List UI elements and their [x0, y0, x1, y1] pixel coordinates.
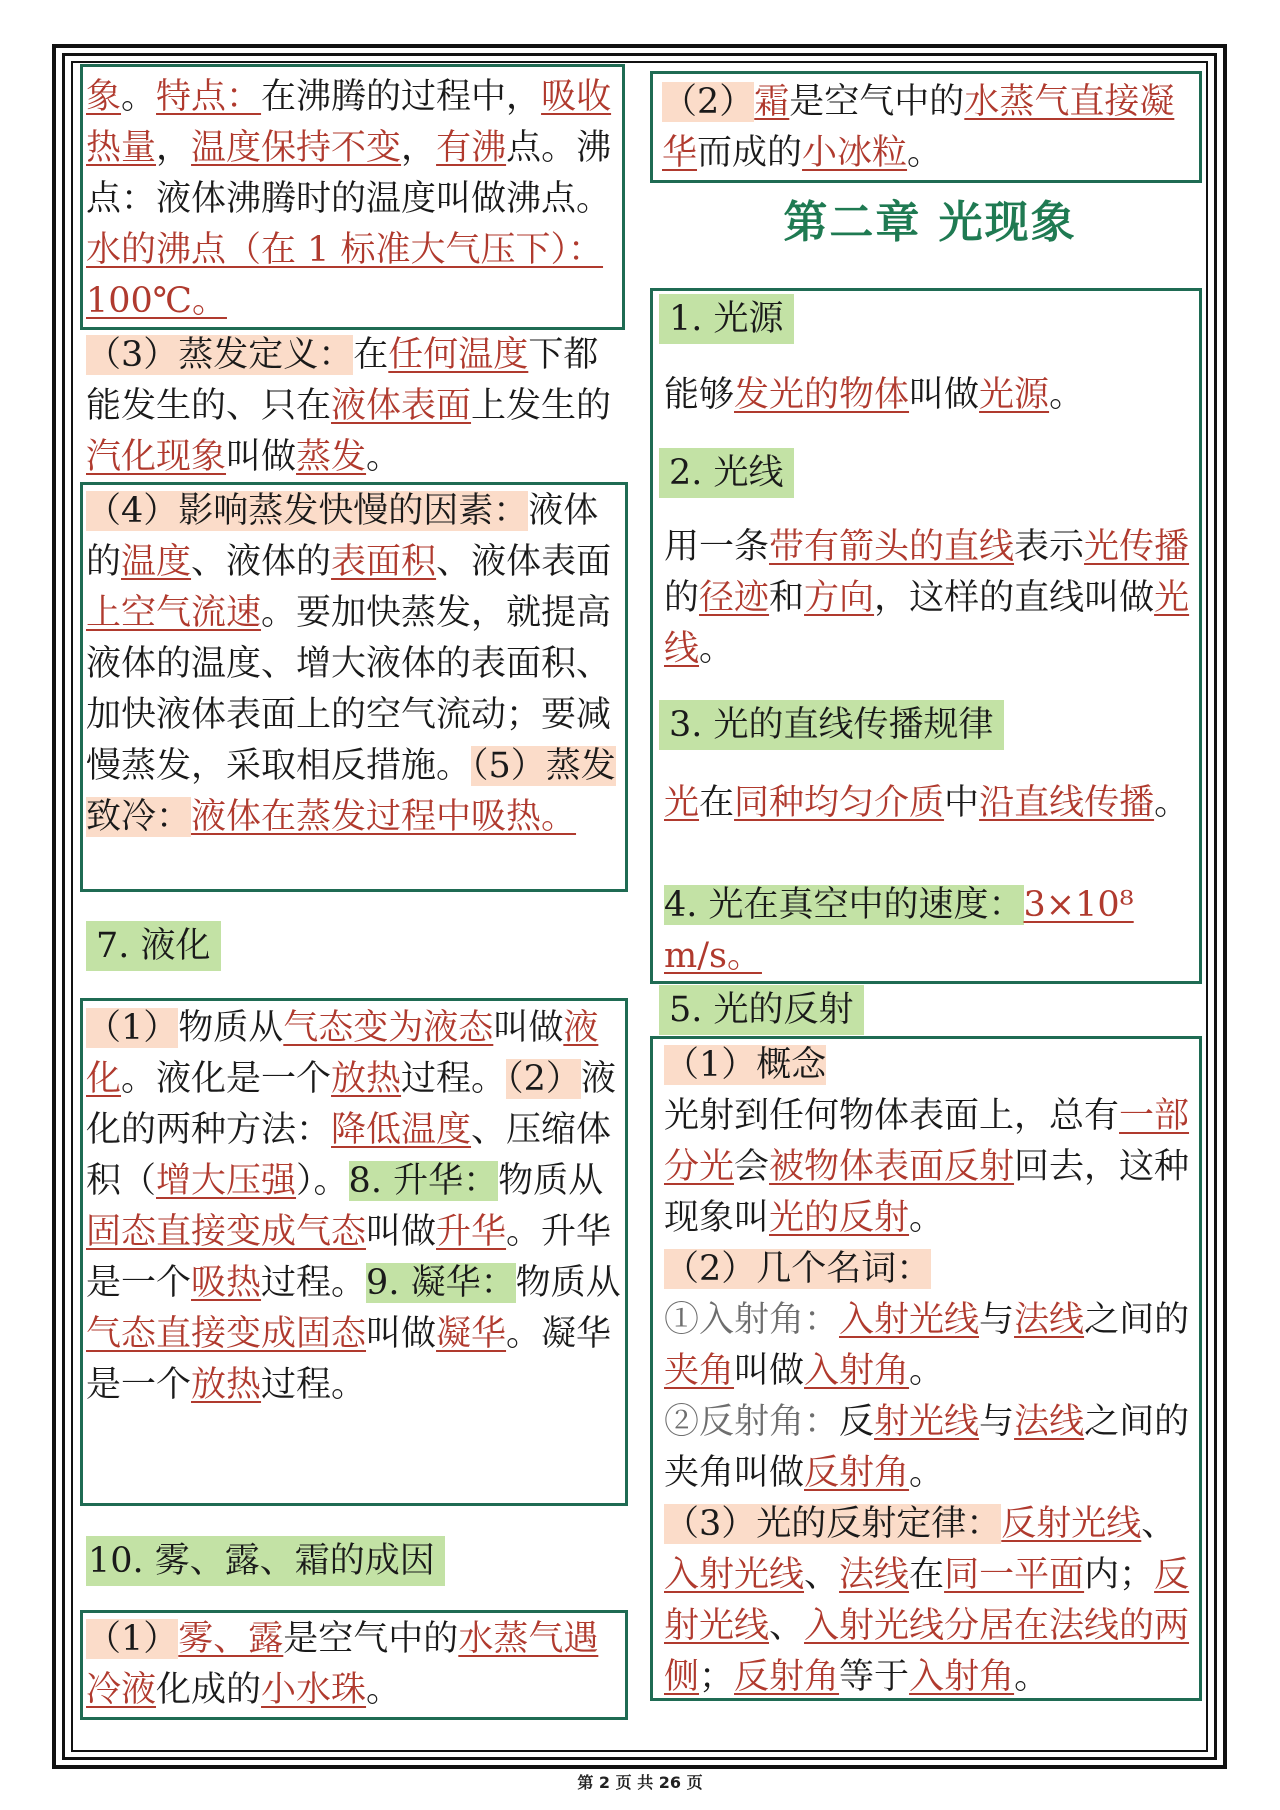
section-light-source: 1. 光源	[659, 294, 794, 344]
light-ray-text: 用一条带有箭头的直线表示光传播的径迹和方向，这样的直线叫做光线。	[664, 527, 1190, 669]
section-light-ray: 2. 光线	[659, 448, 794, 498]
section-straight-line: 3. 光的直线传播规律	[659, 700, 1004, 750]
frost-paragraph: （2）霜是空气中的水蒸气直接凝华而成的小冰粒。	[662, 82, 1175, 173]
light-speed-text: 4. 光在真空中的速度：3×10⁸ m/s。	[664, 885, 1134, 976]
boiling-paragraph: 象。特点：在沸腾的过程中，吸收热量，温度保持不变，有沸点。沸点：液体沸腾时的温度叫做沸点。水的沸点（在 1 标准大气压下）：100℃。	[86, 77, 612, 321]
page-footer: 第 2 页 共 26 页	[577, 1773, 703, 1792]
reflection-paragraph: （1）概念 光射到任何物体表面上，总有一部分光会被物体表面反射回去，这种现象叫光的反射。 （2）几个名词： ①入射角：入射光线与法线之间的夹角叫做入射角。 ②反射角：反射光线与法线之间的夹角叫做反射角。 （3）光的反射定律：反射光线、入射光线、法线在同一平面内；反射光线、入射光线分居在法线的两侧；反射角等于入射角。	[664, 1045, 1190, 1697]
liquefaction-heading: 7. 液化	[86, 921, 221, 971]
fog-dew-frost-heading: 10. 雾、露、霜的成因	[86, 1536, 445, 1586]
phase-change-paragraph: （1）物质从气态变为液态叫做液化。液化是一个放热过程。（2）液化的两种方法：降低温度、压缩体积（增大压强）。8. 升华：物质从固态直接变成气态叫做升华。升华是一个吸热过程。9. 凝华：物质从气态直接变成固态叫做凝华。凝华是一个放热过程。	[86, 1008, 621, 1405]
section-reflection: 5. 光的反射	[659, 985, 864, 1035]
evaporation-factors: （4）影响蒸发快慢的因素：液体的温度、液体的表面积、液体表面上空气流速。要加快蒸发，就提高液体的温度、增大液体的表面积、加快液体表面上的空气流动；要减慢蒸发，采取相反措施。（5）蒸发致冷：液体在蒸发过程中吸热。	[86, 491, 616, 837]
chapter-title: 第二章 光现象	[783, 197, 1077, 248]
evaporation-definition: （3）蒸发定义：在任何温度下都能发生的、只在液体表面上发生的汽化现象叫做蒸发。	[86, 335, 612, 477]
fog-paragraph: （1）雾、露是空气中的水蒸气遇冷液化成的小水珠。	[86, 1619, 599, 1710]
light-source-text: 能够发光的物体叫做光源。	[664, 375, 1085, 415]
straight-line-text: 光在同种均匀介质中沿直线传播。	[664, 783, 1190, 823]
